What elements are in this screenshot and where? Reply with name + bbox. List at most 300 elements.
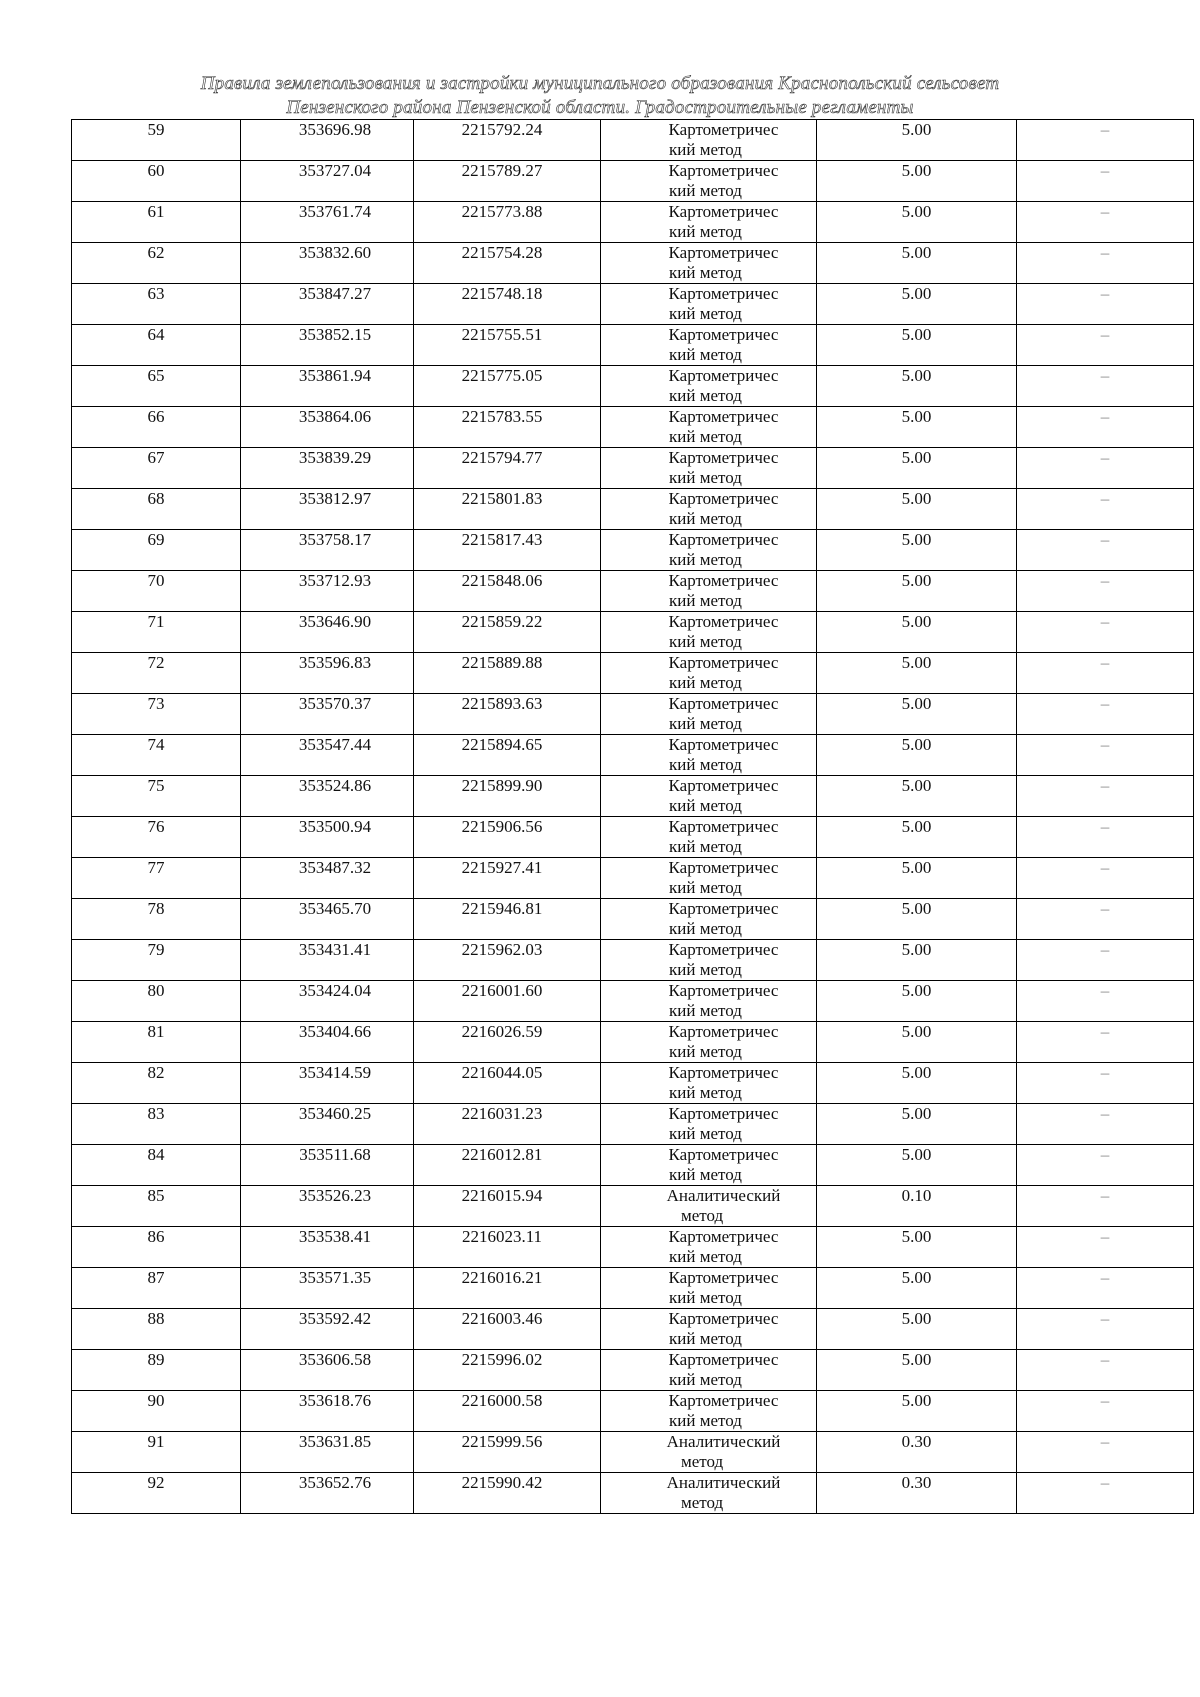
- description-cell: –: [1017, 817, 1194, 858]
- point-number-cell: 82: [72, 1063, 241, 1104]
- method-line-2: кий метод: [669, 222, 742, 241]
- description-cell: –: [1017, 612, 1194, 653]
- method-line-1: Картометричес: [668, 1022, 779, 1041]
- x-coordinate-cell: 353524.86: [241, 776, 414, 817]
- method-line-1: Картометричес: [668, 940, 779, 959]
- method-line-1: Картометричес: [668, 981, 779, 1000]
- y-coordinate-cell: 2215775.05: [414, 366, 601, 407]
- y-coordinate-cell: 2215906.56: [414, 817, 601, 858]
- method-cell: [601, 161, 817, 202]
- method-line-1: Картометричес: [668, 776, 779, 795]
- x-coordinate-cell: 353631.85: [241, 1432, 414, 1473]
- method-line-2: кий метод: [669, 1042, 742, 1061]
- point-number-cell: 88: [72, 1309, 241, 1350]
- table-row: [72, 735, 1194, 776]
- x-coordinate-cell: 353761.74: [241, 202, 414, 243]
- method-cell: [601, 735, 817, 776]
- table-row: [72, 1268, 1194, 1309]
- accuracy-cell: 0.30: [817, 1473, 1017, 1514]
- y-coordinate-cell: 2215792.24: [414, 120, 601, 161]
- method-cell: [601, 489, 817, 530]
- method-line-2: кий метод: [669, 796, 742, 815]
- accuracy-cell: 5.00: [817, 694, 1017, 735]
- method-cell: [601, 940, 817, 981]
- y-coordinate-cell: 2215848.06: [414, 571, 601, 612]
- method-line-2: кий метод: [669, 550, 742, 569]
- table-row: [72, 1350, 1194, 1391]
- point-number-cell: 63: [72, 284, 241, 325]
- description-cell: –: [1017, 407, 1194, 448]
- accuracy-cell: 5.00: [817, 735, 1017, 776]
- method-cell: [601, 981, 817, 1022]
- accuracy-cell: 5.00: [817, 489, 1017, 530]
- y-coordinate-cell: 2215859.22: [414, 612, 601, 653]
- x-coordinate-cell: 353606.58: [241, 1350, 414, 1391]
- description-cell: –: [1017, 1186, 1194, 1227]
- point-number-cell: 76: [72, 817, 241, 858]
- table-row: [72, 1227, 1194, 1268]
- point-number-cell: 67: [72, 448, 241, 489]
- method-cell: [601, 284, 817, 325]
- method-line-1: Картометричес: [668, 366, 779, 385]
- method-line-1: Картометричес: [668, 530, 779, 549]
- point-number-cell: 69: [72, 530, 241, 571]
- description-cell: –: [1017, 1227, 1194, 1268]
- table-row: [72, 1309, 1194, 1350]
- point-number-cell: 72: [72, 653, 241, 694]
- y-coordinate-cell: 2215899.90: [414, 776, 601, 817]
- method-line-2: кий метод: [669, 755, 742, 774]
- y-coordinate-cell: 2215889.88: [414, 653, 601, 694]
- accuracy-cell: 5.00: [817, 1227, 1017, 1268]
- description-cell: –: [1017, 694, 1194, 735]
- method-line-2: кий метод: [669, 837, 742, 856]
- point-number-cell: 92: [72, 1473, 241, 1514]
- description-cell: –: [1017, 1350, 1194, 1391]
- table-row: [72, 1391, 1194, 1432]
- point-number-cell: 90: [72, 1391, 241, 1432]
- description-cell: –: [1017, 1391, 1194, 1432]
- method-cell: [601, 1104, 817, 1145]
- table-row: [72, 1104, 1194, 1145]
- table-row: [72, 243, 1194, 284]
- table-row: [72, 120, 1194, 161]
- accuracy-cell: 5.00: [817, 202, 1017, 243]
- table-row: [72, 940, 1194, 981]
- method-line-2: кий метод: [669, 591, 742, 610]
- accuracy-cell: 5.00: [817, 1145, 1017, 1186]
- table-row: [72, 776, 1194, 817]
- y-coordinate-cell: 2216044.05: [414, 1063, 601, 1104]
- method-line-1: Картометричес: [668, 817, 779, 836]
- point-number-cell: 91: [72, 1432, 241, 1473]
- point-number-cell: 62: [72, 243, 241, 284]
- method-cell: [601, 1063, 817, 1104]
- accuracy-cell: 5.00: [817, 120, 1017, 161]
- accuracy-cell: 5.00: [817, 161, 1017, 202]
- table-row: [72, 694, 1194, 735]
- method-cell: [601, 325, 817, 366]
- point-number-cell: 79: [72, 940, 241, 981]
- description-cell: –: [1017, 981, 1194, 1022]
- method-line-1: Картометричес: [668, 1391, 779, 1410]
- method-cell: [601, 1391, 817, 1432]
- table-row: [72, 202, 1194, 243]
- method-cell: [601, 407, 817, 448]
- point-number-cell: 59: [72, 120, 241, 161]
- table-row: [72, 899, 1194, 940]
- method-line-1: Картометричес: [668, 612, 779, 631]
- table-row: [72, 161, 1194, 202]
- y-coordinate-cell: 2215996.02: [414, 1350, 601, 1391]
- table-row: [72, 1186, 1194, 1227]
- accuracy-cell: 5.00: [817, 571, 1017, 612]
- table-row: [72, 817, 1194, 858]
- y-coordinate-cell: 2216001.60: [414, 981, 601, 1022]
- accuracy-cell: 5.00: [817, 284, 1017, 325]
- accuracy-cell: 5.00: [817, 981, 1017, 1022]
- table-row: [72, 489, 1194, 530]
- x-coordinate-cell: 353847.27: [241, 284, 414, 325]
- x-coordinate-cell: 353500.94: [241, 817, 414, 858]
- method-cell: [601, 202, 817, 243]
- method-cell: [601, 1022, 817, 1063]
- y-coordinate-cell: 2215748.18: [414, 284, 601, 325]
- method-line-1: Картометричес: [668, 120, 779, 139]
- method-cell: [601, 1309, 817, 1350]
- table-row: [72, 1145, 1194, 1186]
- method-line-2: кий метод: [669, 468, 742, 487]
- method-line-2: кий метод: [669, 1124, 742, 1143]
- x-coordinate-cell: 353832.60: [241, 243, 414, 284]
- point-number-cell: 65: [72, 366, 241, 407]
- y-coordinate-cell: 2216000.58: [414, 1391, 601, 1432]
- point-number-cell: 89: [72, 1350, 241, 1391]
- accuracy-cell: 5.00: [817, 1104, 1017, 1145]
- y-coordinate-cell: 2215755.51: [414, 325, 601, 366]
- header-line-2: Пензенского района Пензенской области. Градостроительные регламенты: [286, 97, 914, 118]
- point-number-cell: 71: [72, 612, 241, 653]
- method-line-2: метод: [681, 1452, 724, 1471]
- description-cell: –: [1017, 243, 1194, 284]
- point-number-cell: 70: [72, 571, 241, 612]
- point-number-cell: 64: [72, 325, 241, 366]
- method-line-2: кий метод: [669, 181, 742, 200]
- accuracy-cell: 0.30: [817, 1432, 1017, 1473]
- accuracy-cell: 5.00: [817, 899, 1017, 940]
- method-line-2: метод: [681, 1493, 724, 1512]
- accuracy-cell: 5.00: [817, 530, 1017, 571]
- method-cell: [601, 1186, 817, 1227]
- point-number-cell: 81: [72, 1022, 241, 1063]
- table-row: [72, 1432, 1194, 1473]
- method-line-1: Картометричес: [668, 243, 779, 262]
- method-cell: [601, 243, 817, 284]
- table-row: [72, 1022, 1194, 1063]
- description-cell: –: [1017, 899, 1194, 940]
- method-line-2: кий метод: [669, 1370, 742, 1389]
- point-number-cell: 60: [72, 161, 241, 202]
- method-line-1: Картометричес: [668, 694, 779, 713]
- description-cell: –: [1017, 735, 1194, 776]
- method-line-2: кий метод: [669, 1001, 742, 1020]
- x-coordinate-cell: 353852.15: [241, 325, 414, 366]
- x-coordinate-cell: 353652.76: [241, 1473, 414, 1514]
- description-cell: –: [1017, 1432, 1194, 1473]
- method-line-2: кий метод: [669, 345, 742, 364]
- y-coordinate-cell: 2216023.11: [414, 1227, 601, 1268]
- accuracy-cell: 5.00: [817, 776, 1017, 817]
- table-row: [72, 448, 1194, 489]
- accuracy-cell: 5.00: [817, 366, 1017, 407]
- y-coordinate-cell: 2216031.23: [414, 1104, 601, 1145]
- method-cell: [601, 366, 817, 407]
- method-cell: [601, 694, 817, 735]
- method-line-2: кий метод: [669, 1083, 742, 1102]
- point-number-cell: 61: [72, 202, 241, 243]
- description-cell: –: [1017, 858, 1194, 899]
- point-number-cell: 84: [72, 1145, 241, 1186]
- point-number-cell: 73: [72, 694, 241, 735]
- accuracy-cell: 5.00: [817, 612, 1017, 653]
- method-line-2: кий метод: [669, 673, 742, 692]
- description-cell: –: [1017, 1022, 1194, 1063]
- method-line-1: Картометричес: [668, 571, 779, 590]
- x-coordinate-cell: 353592.42: [241, 1309, 414, 1350]
- method-cell: [601, 817, 817, 858]
- document-header: [70, 72, 1130, 120]
- point-number-cell: 87: [72, 1268, 241, 1309]
- x-coordinate-cell: 353618.76: [241, 1391, 414, 1432]
- accuracy-cell: 5.00: [817, 407, 1017, 448]
- x-coordinate-cell: 353727.04: [241, 161, 414, 202]
- y-coordinate-cell: 2216015.94: [414, 1186, 601, 1227]
- y-coordinate-cell: 2215927.41: [414, 858, 601, 899]
- x-coordinate-cell: 353861.94: [241, 366, 414, 407]
- method-line-2: кий метод: [669, 1288, 742, 1307]
- method-cell: [601, 571, 817, 612]
- method-cell: [601, 653, 817, 694]
- method-line-2: кий метод: [669, 1329, 742, 1348]
- y-coordinate-cell: 2215801.83: [414, 489, 601, 530]
- method-cell: [601, 899, 817, 940]
- method-line-1: Аналитический: [666, 1473, 781, 1492]
- y-coordinate-cell: 2215962.03: [414, 940, 601, 981]
- method-cell: [601, 612, 817, 653]
- y-coordinate-cell: 2215754.28: [414, 243, 601, 284]
- description-cell: –: [1017, 571, 1194, 612]
- table-row: [72, 653, 1194, 694]
- y-coordinate-cell: 2215990.42: [414, 1473, 601, 1514]
- point-number-cell: 77: [72, 858, 241, 899]
- point-number-cell: 75: [72, 776, 241, 817]
- point-number-cell: 66: [72, 407, 241, 448]
- method-cell: [601, 1145, 817, 1186]
- method-line-1: Картометричес: [668, 448, 779, 467]
- x-coordinate-cell: 353511.68: [241, 1145, 414, 1186]
- point-number-cell: 80: [72, 981, 241, 1022]
- description-cell: –: [1017, 1063, 1194, 1104]
- table-row: [72, 407, 1194, 448]
- x-coordinate-cell: 353465.70: [241, 899, 414, 940]
- accuracy-cell: 5.00: [817, 448, 1017, 489]
- method-line-1: Картометричес: [668, 161, 779, 180]
- table-row: [72, 284, 1194, 325]
- accuracy-cell: 5.00: [817, 325, 1017, 366]
- method-line-1: Картометричес: [668, 284, 779, 303]
- table-row: [72, 858, 1194, 899]
- method-line-1: Картометричес: [668, 1309, 779, 1328]
- x-coordinate-cell: 353526.23: [241, 1186, 414, 1227]
- accuracy-cell: 5.00: [817, 1063, 1017, 1104]
- method-line-2: кий метод: [669, 427, 742, 446]
- x-coordinate-cell: 353758.17: [241, 530, 414, 571]
- table-row: [72, 571, 1194, 612]
- x-coordinate-cell: 353424.04: [241, 981, 414, 1022]
- y-coordinate-cell: 2215999.56: [414, 1432, 601, 1473]
- y-coordinate-cell: 2215789.27: [414, 161, 601, 202]
- description-cell: –: [1017, 120, 1194, 161]
- x-coordinate-cell: 353404.66: [241, 1022, 414, 1063]
- y-coordinate-cell: 2215817.43: [414, 530, 601, 571]
- table-row: [72, 612, 1194, 653]
- table-row: [72, 530, 1194, 571]
- description-cell: –: [1017, 1104, 1194, 1145]
- accuracy-cell: 5.00: [817, 817, 1017, 858]
- method-line-1: Картометричес: [668, 489, 779, 508]
- x-coordinate-cell: 353812.97: [241, 489, 414, 530]
- x-coordinate-cell: 353460.25: [241, 1104, 414, 1145]
- method-cell: [601, 530, 817, 571]
- description-cell: –: [1017, 1473, 1194, 1514]
- table-row: [72, 366, 1194, 407]
- accuracy-cell: 5.00: [817, 1022, 1017, 1063]
- description-cell: –: [1017, 284, 1194, 325]
- point-number-cell: 83: [72, 1104, 241, 1145]
- accuracy-cell: 0.10: [817, 1186, 1017, 1227]
- method-line-1: Картометричес: [668, 1268, 779, 1287]
- method-cell: [601, 1350, 817, 1391]
- description-cell: –: [1017, 489, 1194, 530]
- description-cell: –: [1017, 161, 1194, 202]
- x-coordinate-cell: 353487.32: [241, 858, 414, 899]
- accuracy-cell: 5.00: [817, 858, 1017, 899]
- method-cell: [601, 120, 817, 161]
- method-line-1: Картометричес: [668, 1350, 779, 1369]
- method-cell: [601, 1473, 817, 1514]
- method-line-2: кий метод: [669, 304, 742, 323]
- method-line-1: Картометричес: [668, 858, 779, 877]
- y-coordinate-cell: 2215893.63: [414, 694, 601, 735]
- table-row: [72, 1063, 1194, 1104]
- description-cell: –: [1017, 366, 1194, 407]
- y-coordinate-cell: 2215894.65: [414, 735, 601, 776]
- point-number-cell: 74: [72, 735, 241, 776]
- method-cell: [601, 448, 817, 489]
- description-cell: –: [1017, 1268, 1194, 1309]
- method-line-2: кий метод: [669, 263, 742, 282]
- accuracy-cell: 5.00: [817, 1268, 1017, 1309]
- description-cell: –: [1017, 448, 1194, 489]
- method-cell: [601, 776, 817, 817]
- x-coordinate-cell: 353431.41: [241, 940, 414, 981]
- y-coordinate-cell: 2216026.59: [414, 1022, 601, 1063]
- method-line-1: Картометричес: [668, 1104, 779, 1123]
- method-line-1: Картометричес: [668, 1227, 779, 1246]
- description-cell: –: [1017, 325, 1194, 366]
- x-coordinate-cell: 353596.83: [241, 653, 414, 694]
- accuracy-cell: 5.00: [817, 243, 1017, 284]
- method-cell: [601, 1227, 817, 1268]
- method-cell: [601, 1432, 817, 1473]
- x-coordinate-cell: 353571.35: [241, 1268, 414, 1309]
- description-cell: –: [1017, 202, 1194, 243]
- description-cell: –: [1017, 530, 1194, 571]
- accuracy-cell: 5.00: [817, 940, 1017, 981]
- x-coordinate-cell: 353864.06: [241, 407, 414, 448]
- method-line-2: кий метод: [669, 1165, 742, 1184]
- method-line-1: Картометричес: [668, 1145, 779, 1164]
- method-line-1: Картометричес: [668, 653, 779, 672]
- x-coordinate-cell: 353646.90: [241, 612, 414, 653]
- method-line-1: Картометричес: [668, 735, 779, 754]
- y-coordinate-cell: 2216016.21: [414, 1268, 601, 1309]
- point-number-cell: 86: [72, 1227, 241, 1268]
- y-coordinate-cell: 2215946.81: [414, 899, 601, 940]
- x-coordinate-cell: 353538.41: [241, 1227, 414, 1268]
- description-cell: –: [1017, 776, 1194, 817]
- accuracy-cell: 5.00: [817, 1350, 1017, 1391]
- method-line-2: кий метод: [669, 919, 742, 938]
- method-line-2: кий метод: [669, 714, 742, 733]
- method-line-1: Картометричес: [668, 1063, 779, 1082]
- method-line-1: Картометричес: [668, 202, 779, 221]
- method-line-2: кий метод: [669, 509, 742, 528]
- method-line-2: кий метод: [669, 960, 742, 979]
- description-cell: –: [1017, 940, 1194, 981]
- method-line-2: кий метод: [669, 1247, 742, 1266]
- point-number-cell: 85: [72, 1186, 241, 1227]
- coordinates-table-body: [72, 120, 1194, 1514]
- method-line-2: кий метод: [669, 878, 742, 897]
- method-line-1: Картометричес: [668, 899, 779, 918]
- method-line-1: Картометричес: [668, 325, 779, 344]
- table-row: [72, 981, 1194, 1022]
- y-coordinate-cell: 2215773.88: [414, 202, 601, 243]
- header-line-1: Правила землепользования и застройки муниципального образования Краснопольский сельсовет: [200, 73, 1000, 94]
- x-coordinate-cell: 353712.93: [241, 571, 414, 612]
- x-coordinate-cell: 353547.44: [241, 735, 414, 776]
- y-coordinate-cell: 2216012.81: [414, 1145, 601, 1186]
- method-line-1: Аналитический: [666, 1186, 781, 1205]
- table-row: [72, 1473, 1194, 1514]
- accuracy-cell: 5.00: [817, 1309, 1017, 1350]
- method-line-2: кий метод: [669, 632, 742, 651]
- point-number-cell: 78: [72, 899, 241, 940]
- method-line-2: кий метод: [669, 386, 742, 405]
- x-coordinate-cell: 353839.29: [241, 448, 414, 489]
- accuracy-cell: 5.00: [817, 653, 1017, 694]
- table-row: [72, 325, 1194, 366]
- y-coordinate-cell: 2215783.55: [414, 407, 601, 448]
- method-cell: [601, 858, 817, 899]
- x-coordinate-cell: 353570.37: [241, 694, 414, 735]
- method-line-1: Аналитический: [666, 1432, 781, 1451]
- method-line-1: Картометричес: [668, 407, 779, 426]
- x-coordinate-cell: 353414.59: [241, 1063, 414, 1104]
- method-line-2: кий метод: [669, 140, 742, 159]
- description-cell: –: [1017, 1309, 1194, 1350]
